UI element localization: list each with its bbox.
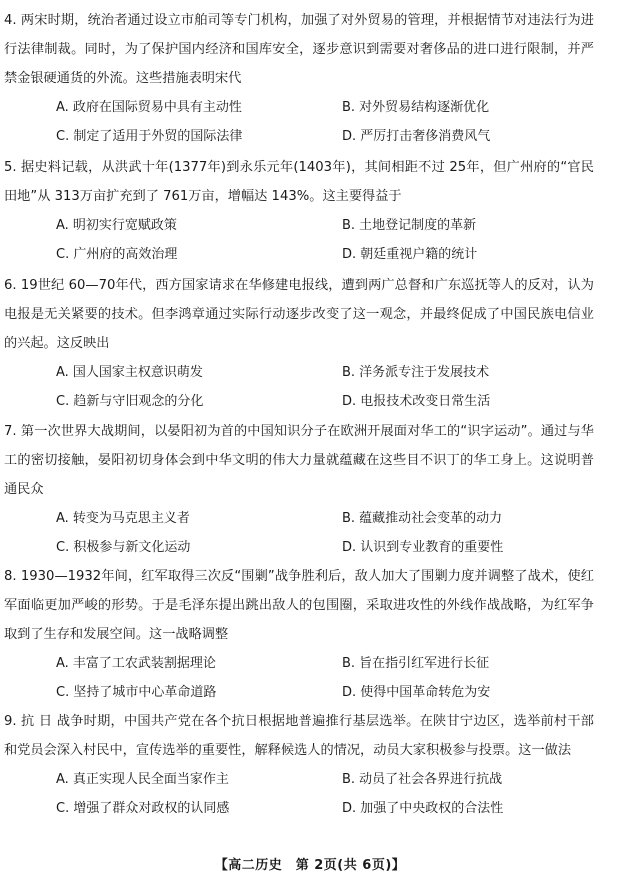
question-5 — [4, 153, 594, 269]
question-6 — [4, 271, 594, 416]
question-stem: 7. 第一次世界大战期间，以晏阳初为首的中国知识分子在欧洲开展面对华工的“识字运动”。通过与华工的密切接触，晏阳初切身体会到中华文明的伟大力量就蕴藏在这些目不识丁的华工身上。这说明普通民众 — [4, 424, 594, 497]
option-b: B. 洋务派专注于发展技术 — [342, 365, 490, 380]
option-a: A. 真正实现人民全面当家作主 — [56, 772, 229, 787]
option-b: B. 对外贸易结构逐渐优化 — [342, 100, 490, 115]
question-7 — [4, 417, 594, 562]
question-stem: 9. 抗 日 战争时期，中国共产党在各个抗日根据地普遍推行基层选举。在陕甘宁边区，选举前村干部和党员会深入村民中，宣传选举的重要性，解释候选人的情况，动员大家积极参与投票。这一做法 — [4, 714, 594, 758]
option-d: D. 认识到专业教育的重要性 — [342, 540, 504, 555]
option-d: D. 加强了中央政权的合法性 — [342, 801, 504, 816]
question-9 — [4, 707, 594, 823]
question-stem: 5. 据史料记载，从洪武十年(1377年)到永乐元年(1403年)，其间相距不过 25年，但广州府的“官民田地”从 313万亩扩充到了 761万亩，增幅达 143%。这主要得益于 — [4, 160, 594, 204]
option-d: D. 使得中国革命转危为安 — [342, 685, 491, 700]
option-c: C. 趋新与守旧观念的分化 — [56, 394, 204, 409]
option-a: A. 政府在国际贸易中具有主动性 — [56, 100, 242, 115]
options — [4, 504, 594, 562]
options — [4, 93, 594, 151]
option-c: C. 制定了适用于外贸的国际法律 — [56, 129, 243, 144]
option-d: D. 严厉打击奢侈消费风气 — [342, 129, 491, 144]
question-4 — [4, 6, 594, 151]
option-b: B. 动员了社会各界进行抗战 — [342, 772, 503, 787]
options — [4, 765, 594, 823]
question-stem: 4. 两宋时期，统治者通过设立市舶司等专门机构，加强了对外贸易的管理，并根据情节对违法行为进行法律制裁。同时，为了保护国内经济和国库安全，逐步意识到需要对奢侈品的进口进行限制，并严禁金银硬通货的外流。这些措施表明宋代 — [4, 13, 594, 86]
option-d: D. 朝廷重视户籍的统计 — [342, 247, 478, 262]
option-c: C. 增强了群众对政权的认同感 — [56, 801, 230, 816]
option-a: A. 丰富了工农武装割据理论 — [56, 656, 216, 671]
options — [4, 211, 594, 269]
option-c: C. 广州府的高效治理 — [56, 247, 178, 262]
option-c: C. 坚持了城市中心革命道路 — [56, 685, 217, 700]
option-b: B. 土地登记制度的革新 — [342, 218, 477, 233]
option-d: D. 电报技术改变日常生活 — [342, 394, 491, 409]
question-stem: 6. 19世纪 60—70年代，西方国家请求在华修建电报线，遭到两广总督和广东巡抚等人的反对，认为电报是无关紧要的技术。但李鸿章通过实际行动逐步改变了这一观念，并最终促成了中国民族电信业的兴起。这反映出 — [4, 278, 594, 351]
options — [4, 649, 594, 707]
option-b: B. 蕴藏推动社会变革的动力 — [342, 511, 503, 526]
page-footer: 【高二历史 第 2页(共 6页)】 — [214, 858, 406, 873]
options — [4, 358, 594, 416]
question-8 — [4, 562, 594, 707]
option-b: B. 旨在指引红军进行长征 — [342, 656, 490, 671]
option-a: A. 国人国家主权意识萌发 — [56, 365, 203, 380]
question-stem: 8. 1930—1932年间，红军取得三次反“围剿”战争胜利后，敌人加大了围剿力度并调整了战术，使红军面临更加严峻的形势。于是毛泽东提出跳出敌人的包围圈，采取进攻性的外线作战战略，为红军争取到了生存和发展空间。这一战略调整 — [4, 569, 594, 642]
option-c: C. 积极参与新文化运动 — [56, 540, 191, 555]
option-a: A. 明初实行宽赋政策 — [56, 218, 177, 233]
option-a: A. 转变为马克思主义者 — [56, 511, 190, 526]
